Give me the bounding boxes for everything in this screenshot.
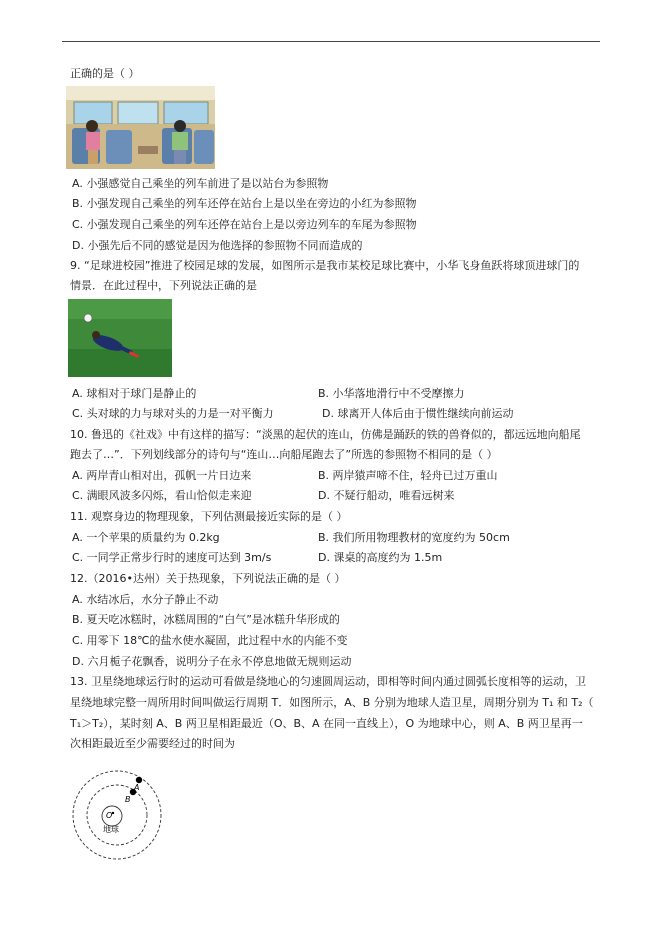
orbit-b-circle [87,785,147,845]
q8-option-b: B. 小强发现自己乘坐的列车还停在站台上是以坐在旁边的小红为参照物 [72,197,417,210]
soccer-header-photo [68,299,172,377]
label-o: O [106,811,113,820]
q12-option-a: A. 水结冰后，水分子静止不动 [72,593,219,606]
q10-option-b: B. 两岸猿声啼不住，轻舟已过万重山 [318,469,498,482]
label-b: B [125,795,131,804]
q10-option-d: D. 不疑行船动，唯看远树来 [318,489,455,502]
q13-stem-line2: 星绕地球完整一周所用时间叫做运行周期 T．如图所示，A、B 分别为地球人造卫星，周期分别为 T₁ 和 T₂（ [70,696,594,709]
label-a: A [134,783,140,792]
question-8-stem-end: 正确的是（ ） [70,67,140,80]
q12-option-b: B. 夏天吃冰糕时，冰糕周围的“白气”是冰糕升华形成的 [72,613,340,626]
q10-stem-line2: 跑去了…”．下列划线部分的诗句与“连山…向船尾跑去了”所选的参照物不相同的是（ ） [70,448,498,461]
q11-stem: 11. 观察身边的物理现象，下列估测最接近实际的是（ ） [70,510,348,523]
q8-option-d: D. 小强先后不同的感觉是因为他选择的参照物不同而造成的 [72,239,363,252]
q11-option-a: A. 一个苹果的质量约为 0.2kg [72,531,220,544]
label-earth: 地球 [103,825,119,834]
train-interior-illustration [66,86,215,169]
q10-stem-line1: 10. 鲁迅的《社戏》中有这样的描写：“淡黑的起伏的连山，仿佛是踊跃的铁的兽脊似的，都远远地向船尾 [70,428,581,441]
q11-option-b: B. 我们所用物理教材的宽度约为 50cm [318,531,510,544]
q9-option-d: D. 球离开人体后由于惯性继续向前运动 [322,407,514,420]
q8-option-c: C. 小强发现自己乘坐的列车还停在站台上是以旁边列车的车尾为参照物 [72,218,417,231]
q12-option-c: C. 用零下 18℃的盐水使水凝固，此过程中水的内能不变 [72,634,348,647]
q9-stem-line2: 情景．在此过程中，下列说法正确的是 [70,279,257,292]
orbit-a-circle [73,771,161,859]
q9-stem-line1: 9. “足球进校园”推进了校园足球的发展，如图所示是我市某校足球比赛中，小华飞身鱼跃将球顶进球门的 [70,259,580,272]
q13-stem-line1: 13. 卫星绕地球运行时的运动可看做是绕地心的匀速圆周运动，即相等时间内通过圆弧长度相等的运动，卫 [70,675,586,688]
header-rule [62,41,600,42]
q8-option-a: A. 小强感觉自己乘坐的列车前进了是以站台为参照物 [72,177,329,190]
q9-option-a: A. 球相对于球门是静止的 [72,387,197,400]
q13-stem-line3: T₁＞T₂），某时刻 A、B 两卫星相距最近（O、B、A 在同一直线上），O 为地球中心，则 A、B 两卫星再一 [70,717,583,730]
q9-option-c: C. 头对球的力与球对头的力是一对平衡力 [72,407,274,420]
q11-option-c: C. 一同学正常步行时的速度可达到 3m/s [72,551,272,564]
q13-stem-line4: 次相距最近至少需要经过的时间为 [70,737,235,750]
q11-option-d: D. 课桌的高度约为 1.5m [318,551,443,564]
q12-stem: 12.（2016•达州）关于热现象，下列说法正确的是（ ） [70,572,346,585]
q10-option-c: C. 满眼风波多闪烁，看山恰似走来迎 [72,489,252,502]
q10-option-a: A. 两岸青山相对出，孤帆一片日边来 [72,469,252,482]
q12-option-d: D. 六月栀子花飘香，说明分子在永不停息地做无规则运动 [72,655,352,668]
satellite-orbit-diagram [62,766,172,862]
q9-option-b: B. 小华落地滑行中不受摩擦力 [318,387,465,400]
